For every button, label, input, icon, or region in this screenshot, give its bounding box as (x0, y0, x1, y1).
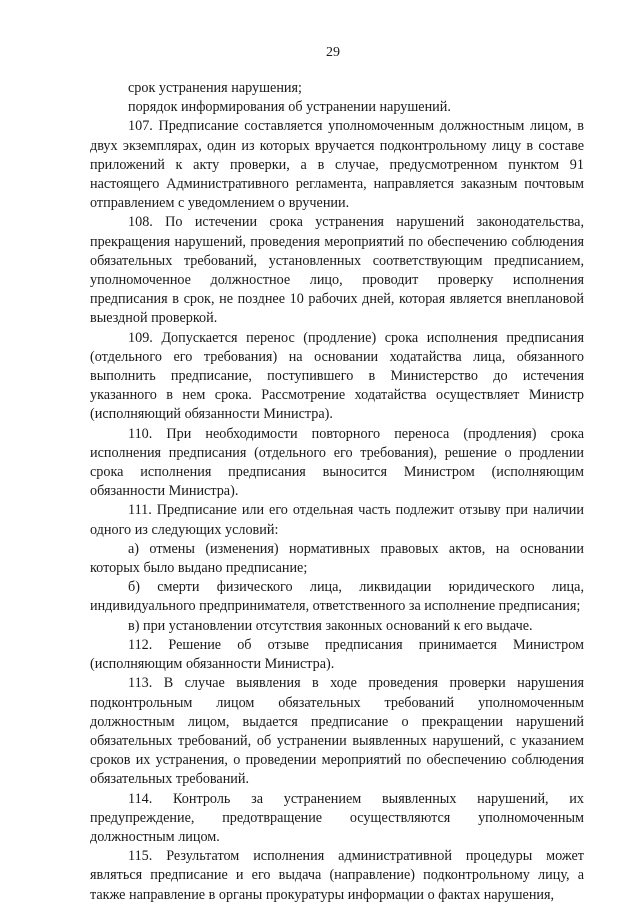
paragraph: 109. Допускается перенос (продление) срока исполнения предписания (отдельного его требования) на основании ходатайства лица, обязанного выполнить предписание, поступившего в Министерство до истечения указанного в нем срока. Рассмотрение ходатайства осуществляет Министр (исполняющий обязанности Министра). (90, 329, 584, 423)
paragraph: 110. При необходимости повторного переноса (продления) срока исполнения предписания (отдельного его требования), решение о продлении срока исполнения предписания выносится Министром (исполняющим обязанности Министра). (90, 425, 584, 500)
paragraph: 112. Решение об отзыве предписания принимается Министром (исполняющим обязанности Министра). (90, 636, 584, 673)
paragraph: 108. По истечении срока устранения нарушений законодательства, прекращения нарушений, проведения мероприятий по обеспечению соблюдения обязательных требований, установленных соответствующим предписанием, уполномоченное должностное лицо, проводит проверку исполнения предписания в срок, не позднее 10 рабочих дней, которая является внеплановой выездной проверкой. (90, 214, 584, 327)
paragraph: б) смерти физического лица, ликвидации юридического лица, индивидуального предпринимателя, ответственного за исполнение предписания; (90, 579, 584, 615)
paragraph: 115. Результатом исполнения административной процедуры может являться предписание и его выдача (направление) подконтрольному лицу, а также направление в органы прокуратуры информации о фактах нарушения, (90, 848, 584, 903)
body-text (90, 79, 584, 905)
paragraph: в) при установлении отсутствия законных оснований к его выдаче. (128, 617, 533, 634)
page-number: 29 (326, 45, 340, 60)
paragraph: 111. Предписание или его отдельная часть подлежит отзыву при наличии одного из следующих условий: (90, 502, 584, 538)
paragraph: 107. Предписание составляется уполномоченным должностным лицом, в двух экземплярах, один из которых вручается подконтрольному лицу в составе приложений к акту проверки, а в случае, предусмотренном пунктом 91 настоящего Административного регламента, направляется заказным почтовым отправлением с уведомлением о вручении. (90, 118, 584, 212)
paragraph: а) отмены (изменения) нормативных правовых актов, на основании которых было выдано предписание; (90, 540, 584, 577)
paragraph: срок устранения нарушения; (128, 80, 302, 96)
paragraph: 113. В случае выявления в ходе проведения проверки нарушения подконтрольным лицом обязательных требований уполномоченным должностным лицом, выдается предписание о прекращении нарушений обязательных требований, об устранении выявленных нарушений, с указанием сроков их устранения, о проведении мероприятий по обеспечению соблюдения обязательных требований. (90, 675, 584, 788)
paragraph: порядок информирования об устранении нарушений. (128, 99, 451, 116)
paragraph: 114. Контроль за устранением выявленных нарушений, их предупреждение, предотвращение осуществляются уполномоченным должностным лицом. (90, 790, 584, 845)
